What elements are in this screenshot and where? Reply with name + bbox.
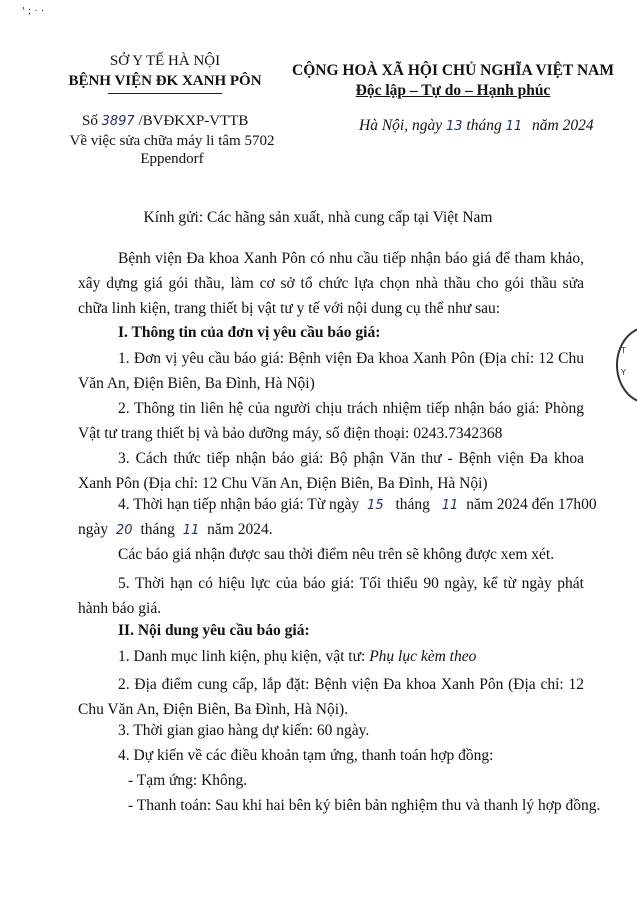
s1-item-4-line-2 — [78, 521, 273, 539]
s2-payment: - Thanh toán: Sau khi hai bên ký biên bản nghiệm thu và thanh lý hợp đồng. — [128, 797, 601, 814]
s2-item-2: 2. Địa điểm cung cấp, lắp đặt: Bệnh viện Đa khoa Xanh Pôn (Địa chỉ: 12 Chu Văn An, Điện Biên, Ba Đình, Hà Nội). — [78, 676, 584, 718]
agency-name: SỞ Y TẾ HÀ NỘI — [109, 53, 221, 69]
s1-item-5: 5. Thời hạn có hiệu lực của báo giá: Tối thiểu 90 ngày, kể từ ngày phát hành báo giá. — [78, 575, 584, 617]
hospital-name: BỆNH VIỆN ĐK XANH PÔN — [68, 73, 262, 89]
section-1-title: I. Thông tin của đơn vị yêu cầu báo giá: — [118, 324, 381, 341]
s1-item-4-to-month: 11 — [182, 523, 200, 538]
s1-item-4-p5: tháng — [140, 521, 175, 538]
s2-item-1 — [118, 648, 476, 666]
doc-no-suffix: /BVĐKXP-VTTB — [138, 113, 249, 129]
s2-advance: - Tạm ứng: Không. — [128, 772, 248, 789]
s1-item-4-from-day: 15 — [367, 498, 384, 513]
s2-item-1-value: Phụ lục kèm theo — [369, 648, 477, 665]
s1-item-2: 2. Thông tin liên hệ của người chịu trách nhiệm tiếp nhận báo giá: Phòng Vật tư trang thiết bị và bảo dưỡng máy, số điện thoại: 0243.7342368 — [78, 400, 584, 442]
date-line — [359, 117, 594, 135]
date-year: năm 2024 — [532, 117, 594, 134]
s1-item-4-p1: 4. Thời hạn tiếp nhận báo giá: Từ ngày — [118, 496, 360, 513]
date-month: 11 — [505, 119, 523, 134]
s1-item-4-p4: ngày — [78, 521, 109, 538]
s2-item-4: 4. Dự kiến về các điều khoản tạm ứng, thanh toán hợp đồng: — [118, 747, 494, 764]
stamp-fragment — [616, 326, 637, 404]
date-place: Hà Nội, ngày — [359, 117, 443, 134]
stamp-char-1: T — [621, 346, 626, 355]
subject-line-1: Về việc sửa chữa máy li tâm 5702 — [69, 133, 275, 149]
intro-paragraph: Bệnh viện Đa khoa Xanh Pôn có nhu cầu tiếp nhận báo giá để tham khảo, xây dựng giá gói thầu, làm cơ sở tổ chức lựa chọn nhà thầu cho gói thầu sửa chữa linh kiện, trang thiết bị vật tư y tế với nội dung cụ thể như sau: — [78, 250, 584, 317]
salutation: Kính gửi: Các hãng sản xuất, nhà cung cấp tại Việt Nam — [143, 209, 493, 226]
s1-item-4-line-1 — [118, 496, 597, 514]
s1-item-4-p2: tháng — [395, 496, 430, 513]
s1-item-4-from-month: 11 — [441, 498, 459, 513]
scan-marks: ' ; · · — [22, 6, 45, 17]
national-motto: Độc lập – Tự do – Hạnh phúc — [355, 82, 551, 99]
document-number — [82, 113, 248, 130]
s1-item-1: 1. Đơn vị yêu cầu báo giá: Bệnh viện Đa khoa Xanh Pôn (Địa chỉ: 12 Chu Văn An, Điện Biên, Ba Đình, Hà Nội) — [78, 350, 584, 392]
stamp-char-2: Y — [621, 368, 626, 377]
hospital-underline — [108, 93, 222, 94]
subject-line-2: Eppendorf — [140, 151, 204, 167]
s1-item-4-to-day: 20 — [116, 523, 133, 538]
s1-item-3: 3. Cách thức tiếp nhận báo giá: Bộ phận Văn thư - Bệnh viện Đa khoa Xanh Pôn (Địa chỉ: 12 Chu Văn An, Điện Biên, Ba Đình, Hà Nội) — [78, 450, 584, 492]
doc-no-prefix: Số — [82, 113, 98, 129]
doc-no-handwritten: 3897 — [101, 114, 135, 129]
s1-item-4-p3: năm 2024 đến 17h00 — [466, 496, 597, 513]
s2-item-1-label: 1. Danh mục linh kiện, phụ kiện, vật tư: — [118, 648, 366, 665]
date-day: 13 — [445, 119, 463, 134]
s1-note: Các báo giá nhận được sau thời điểm nêu trên sẽ không được xem xét. — [118, 546, 555, 563]
date-month-word: tháng — [466, 117, 502, 134]
s1-item-4-p6: năm 2024. — [207, 521, 273, 538]
section-2-title: II. Nội dung yêu cầu báo giá: — [118, 622, 310, 639]
country-name: CỘNG HOÀ XÃ HỘI CHỦ NGHĨA VIỆT NAM — [292, 62, 614, 79]
s2-item-3: 3. Thời gian giao hàng dự kiến: 60 ngày. — [118, 722, 370, 739]
